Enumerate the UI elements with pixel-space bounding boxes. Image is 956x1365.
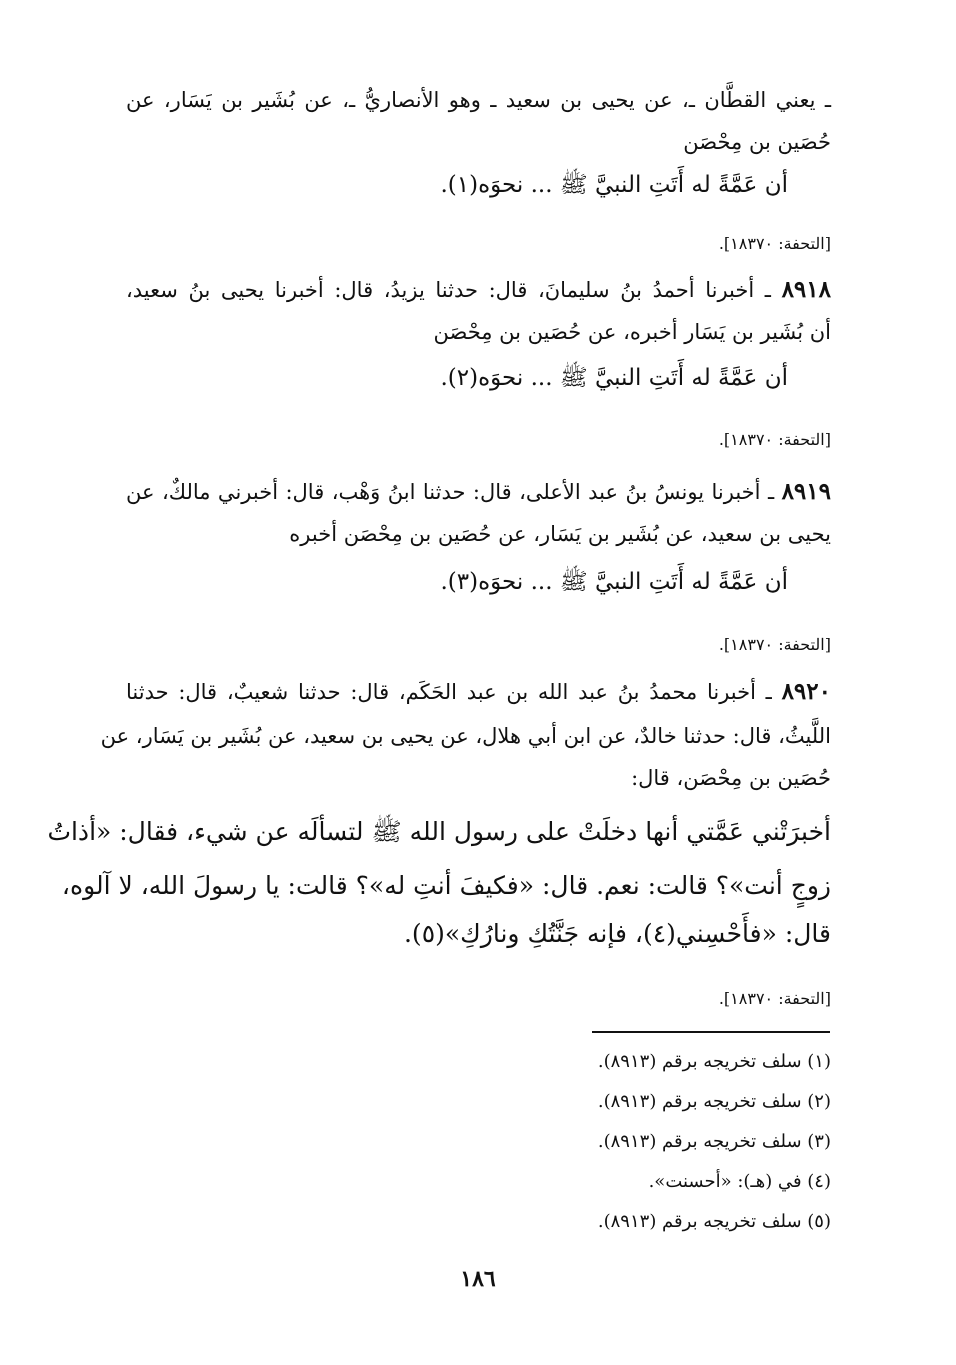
hadith-8918-text: ـ أخبرنا أحمدُ بنُ سليمانَ، قال: حدثنا يزيدُ، قال: أخبرنا يحيى بنُ سعيد،: [126, 278, 771, 302]
hadith-8918-line-1: [126, 276, 831, 304]
footnote-3: (٣) سلف تخريجه برقم (٨٩١٣).: [597, 1131, 831, 1152]
isnad-continuation-line-2: حُصَين بن مِحْصَن: [683, 130, 831, 154]
hadith-8920-line-3: حُصَين بن مِحْصَن، قال:: [631, 766, 831, 790]
hadith-8919-line-1: [126, 478, 831, 506]
tuhfa-reference-4: [التحفة: ١٨٣٧٠].: [718, 989, 831, 1008]
hadith-8918-line-2: أن بُشَير بن يَسَار أخبره، عن حُصَين بن مِحْصَن: [433, 320, 831, 344]
footnote-1: (١) سلف تخريجه برقم (٨٩١٣).: [597, 1051, 831, 1072]
footnote-5: (٥) سلف تخريجه برقم (٨٩١٣).: [597, 1211, 831, 1232]
page-number: ١٨٦: [460, 1266, 496, 1292]
hadith-8920-matn-line-2: زوجٍ أنت»؟ قالت: نعم. قال: «فكيفَ أنتِ له»؟ قالت: يا رسولَ الله، لا آلوه،: [61, 871, 831, 900]
tuhfa-reference-3: [التحفة: ١٨٣٧٠].: [718, 635, 831, 654]
tuhfa-reference-1: [التحفة: ١٨٣٧٠].: [718, 234, 831, 253]
hadith-8920-matn-line-1: أخبرَتْني عَمَّتي أنها دخلَتْ على رسول الله ﷺ لتسألَه عن شيء، فقال: «أذاتُ: [47, 817, 831, 846]
hadith-8920-line-2: اللَّيثُ، قال: حدثنا خالدٌ، عن ابن أبي هلال، عن يحيى بن سعيد، عن بُشَير بن يَسَار، عن: [100, 724, 831, 748]
hadith-8919-line-2: يحيى بن سعيد، عن بُشَير بن يَسَار، عن حُصَين بن مِحْصَن أخبره: [289, 522, 831, 546]
hadith-8919-text: ـ أخبرنا يونسُ بنُ عبد الأعلى، قال: حدثنا ابنُ وَهْب، قال: أخبرني مالكٌ، عن: [126, 480, 775, 504]
matn-1: أن عَمَّةً له أَتَتِ النبيَّ ﷺ ... نحوَه(١).: [440, 172, 788, 198]
hadith-number-8920: ٨٩٢٠: [781, 678, 831, 705]
tuhfa-reference-2: [التحفة: ١٨٣٧٠].: [718, 430, 831, 449]
hadith-number-8918: ٨٩١٨: [781, 276, 831, 303]
footnote-2: (٢) سلف تخريجه برقم (٨٩١٣).: [597, 1091, 831, 1112]
hadith-8920-matn-line-3: قال: «فأَحْسِني(٤)، فإنه جَنَّتُكِ ونارُكِ»(٥).: [403, 919, 831, 948]
hadith-8919-matn: أن عَمَّةً له أَتَتِ النبيَّ ﷺ ... نحوَه(٣).: [440, 569, 788, 595]
hadith-8920-text: ـ أخبرنا محمدُ بنُ عبد الله بن عبد الحَكَم، قال: حدثنا شعيبٌ، قال: حدثنا: [126, 680, 772, 704]
footnote-separator: [592, 1031, 830, 1033]
isnad-continuation-line-1: ـ يعني القطَّان ـ، عن يحيى بن سعيد ـ وهو الأنصاريُّ ـ، عن بُشَير بن يَسَار، عن: [126, 88, 831, 112]
hadith-number-8919: ٨٩١٩: [781, 478, 831, 505]
hadith-8918-matn: أن عَمَّةً له أَتَتِ النبيَّ ﷺ ... نحوَه(٢).: [440, 365, 788, 391]
hadith-8920-line-1: [126, 678, 831, 706]
footnote-4: (٤) في (هـ): «أحسنت».: [648, 1171, 831, 1192]
